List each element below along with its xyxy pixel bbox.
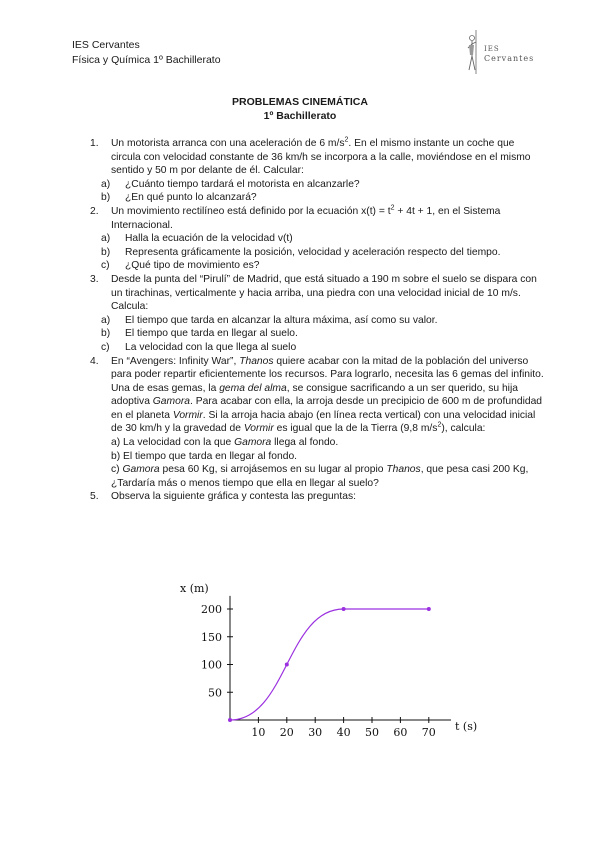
x-tick-label: 30: [308, 726, 323, 739]
sub-text: pesa 60 Kg, si arrojásemos en su lugar al propio: [159, 464, 387, 476]
sub-text: c): [111, 464, 123, 476]
problem-text: . En el mismo instante un coche que circula con velocidad constante de 36 km/h se incorpora a la calle, moviéndose en el mismo sentido y 50 m por delante de él. Calcular:: [111, 138, 531, 177]
logo-text-cervantes: Cervantes: [484, 54, 535, 63]
sub-text: llega al fondo.: [271, 437, 339, 449]
superscript: 2: [437, 422, 442, 430]
name-gema: gema del alma: [219, 382, 287, 394]
sub-letter: a): [101, 314, 111, 326]
sub-letter: b): [101, 328, 111, 340]
name-gamora: Gamora: [122, 464, 160, 476]
sub-question: b) El tiempo que tarda en llegar al fondo.: [111, 450, 298, 462]
superscript: 2: [390, 204, 395, 212]
graph-ticks: [201, 603, 436, 739]
sub-question: [111, 436, 545, 450]
sub-question: [90, 314, 545, 328]
x-axis-label: t (s): [455, 720, 478, 733]
y-tick-label: 100: [201, 658, 222, 672]
sub-text: ¿En qué punto lo alcanzará?: [125, 192, 257, 204]
problem-3: [90, 273, 545, 314]
sub-letter: b): [101, 246, 111, 258]
problem-text: . Para acabar con ella, la arroja desde un precipicio de 600 m de profundidad en el planeta: [111, 396, 543, 421]
problem-number: 5.: [90, 491, 99, 503]
data-point: [285, 663, 289, 667]
problem-text: , se consigue sacrificando a un ser querido, su hija adoptiva: [111, 382, 518, 408]
superscript: 2: [344, 136, 349, 144]
sub-text: El tiempo que tarda en alcanzar la altura máxima, así como su valor.: [125, 314, 438, 326]
name-vormir: Vormir: [172, 409, 203, 421]
graph-series: [228, 607, 431, 722]
x-tick-label: 20: [279, 726, 294, 739]
problem-text: + 4t + 1, en el Sistema Internacional.: [111, 205, 501, 231]
y-tick-label: 150: [201, 630, 222, 644]
sub-question: [90, 341, 545, 355]
sub-text: Representa gráficamente la posición, velocidad y aceleración respecto del tiempo.: [125, 246, 501, 258]
doc-subtitle: 1º Bachillerato: [263, 110, 337, 122]
school-logo: [462, 30, 558, 74]
y-tick-label: 50: [208, 686, 222, 700]
position-time-graph: [170, 578, 480, 748]
x-tick-label: 60: [393, 726, 408, 739]
sub-text: ¿Qué tipo de movimiento es?: [125, 260, 260, 272]
sub-question: [90, 246, 545, 260]
quixote-figure-icon: [462, 30, 484, 74]
problem-4: [90, 355, 545, 491]
sub-letter: a): [101, 233, 111, 245]
problem-text: Un movimiento rectilíneo está definido por la ecuación x(t) = t: [111, 205, 391, 217]
sub-text: Halla la ecuación de la velocidad v(t): [125, 233, 293, 245]
sub-letter: b): [101, 192, 111, 204]
problem-text: En “Avengers: Infinity War”,: [111, 355, 240, 367]
problem-text: ), calcula:: [441, 423, 486, 435]
problem-text: Desde la punta del “Pirulí” de Madrid, que está situado a 190 m sobre el suelo se dispara con un tirachinas, verticalmente y hacia arriba, una piedra con una velocidad inicial de 10 m/s. Calcula:: [111, 273, 537, 313]
sub-question: [90, 232, 545, 246]
problem-1: [90, 137, 545, 178]
course-name: Física y Química 1º Bachillerato: [72, 54, 221, 66]
problem-text: quiere acabar con la mitad de la población del universo para poder repartir eficientemente los recursos. Para lograrlo, necesita las 6 gemas del infinito. Una de esas gemas, la: [111, 355, 544, 394]
sub-letter: c): [101, 341, 110, 353]
problem-number: 2.: [90, 205, 99, 217]
sub-question: [111, 463, 545, 490]
problem-number: 1.: [90, 138, 99, 149]
y-axis-label: x (m): [180, 582, 209, 595]
x-tick-label: 10: [251, 726, 266, 739]
x-tick-label: 40: [336, 726, 351, 739]
sub-text: a) La velocidad con la que: [111, 437, 235, 449]
data-point: [342, 607, 346, 611]
y-tick-label: 200: [201, 603, 222, 616]
problem-number: 4.: [90, 355, 99, 367]
name-gamora: Gamora: [152, 396, 190, 408]
problem-number: 3.: [90, 273, 99, 285]
sub-text: La velocidad con la que llega al suelo: [125, 341, 297, 353]
sub-question: [90, 327, 545, 341]
sub-text: ¿Cuánto tiempo tardará el motorista en alcanzarle?: [125, 178, 360, 190]
sub-question: [90, 191, 545, 205]
sub-question: [90, 259, 545, 273]
sub-letter: a): [101, 178, 111, 190]
problem-text: Un motorista arranca con una aceleración de 6 m/s: [111, 138, 345, 149]
sub-text: El tiempo que tarda en llegar al suelo.: [125, 328, 298, 340]
problem-text: es igual que la de la Tierra (9,8 m/s: [273, 423, 438, 435]
name-gamora: Gamora: [234, 437, 272, 449]
school-name: IES Cervantes: [72, 39, 140, 51]
problem-2: [90, 205, 545, 232]
x-tick-label: 70: [421, 726, 436, 739]
name-vormir: Vormir: [243, 423, 274, 435]
logo-text-ies: IES: [484, 45, 500, 53]
problem-text: Observa la siguiente gráfica y contesta las preguntas:: [111, 491, 356, 503]
sub-text: , que pesa casi 200 Kg, ¿Tardaría más o menos tiempo que ella en llegar al suelo?: [111, 464, 529, 489]
data-point: [228, 718, 232, 722]
doc-title: PROBLEMAS CINEMÁTICA: [232, 96, 368, 108]
page-header: [72, 38, 221, 68]
problem-5: [90, 490, 545, 504]
problem-list: [90, 137, 545, 504]
sub-letter: c): [101, 260, 110, 272]
x-tick-label: 50: [365, 726, 379, 739]
series-line: [230, 609, 429, 720]
sub-question: [90, 178, 545, 192]
problem-text: . Si la arroja hacia abajo (en línea recta vertical) con una velocidad inicial de 30 km/h y la gravedad de: [111, 409, 536, 435]
data-point: [427, 607, 431, 611]
graph-axes: [180, 582, 477, 733]
name-thanos: Thanos: [239, 355, 274, 367]
name-thanos: Thanos: [386, 464, 421, 476]
